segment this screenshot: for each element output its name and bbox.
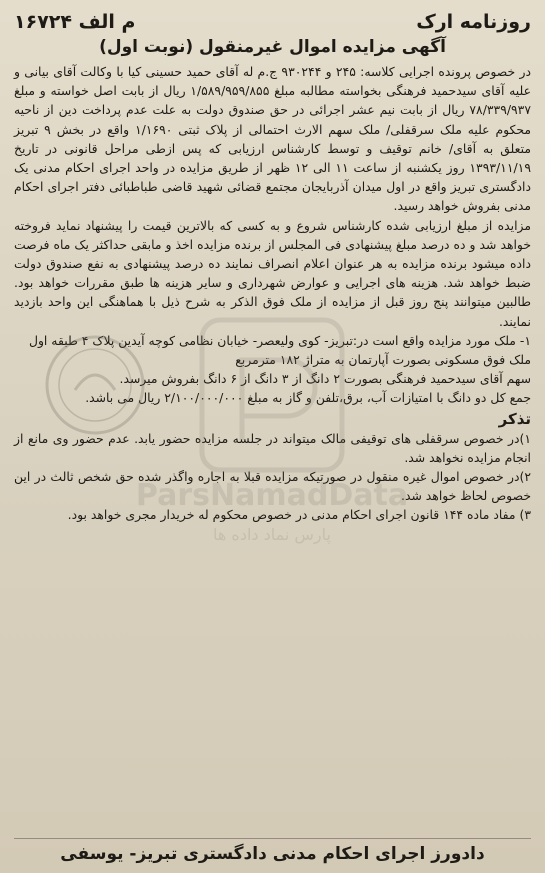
watermark-subtitle: پارس نماد داده ها: [213, 525, 331, 544]
notice-signature: دادورز اجرای احکام مدنی دادگستری تبریز- یوسفی: [14, 838, 531, 865]
note-item-3: ۳) مفاد ماده ۱۴۴ قانون اجرای احکام مدنی در خصوص محکوم له خریدار مجری خواهد بود.: [67, 507, 531, 523]
property-address: ۱- ملک مورد مزایده واقع است در:تبریز- کوی ولیعصر- خیابان نظامی کوچه آیدین پلاک ۴ طبقه اول: [28, 332, 531, 348]
newspaper-name: روزنامه ارک: [416, 11, 531, 33]
share-description: سهم آقای سیدحمید فرهنگی بصورت ۲ دانگ از ۳ دانگ از ۶ دانگ بفروش میرسد.: [119, 371, 531, 387]
total-valuation: جمع کل دو دانگ با امتیازات آب، برق،تلفن و گاز به مبلغ ۲/۱۰۰/۰۰۰/۰۰۰ ریال می باشد.: [85, 390, 531, 406]
watermark-brand: ParsNamadData: [135, 478, 409, 513]
note-item-1: ۱)در خصوص سرقفلی های توقیفی مالک میتواند در جلسه مزایده حضور یابد. عدم حضور وی مانع از انجام مزایده نخواهد شد.: [14, 430, 531, 465]
notice-body: [14, 62, 531, 525]
property-description: ملک فوق مسکونی بصورت آپارتمان به متراژ ۱۸۲ مترمربع: [235, 352, 531, 368]
notice-title: آگهی مزایده اموال غیرمنقول (نوبت اول): [99, 37, 446, 57]
notice-paragraph-terms: مزایده از مبلغ ارزیابی شده کارشناس شروع و به کسی که بالاترین قیمت را پیشنهاد نماید فروخته خواهد شد و ده درصد مبلغ پیشنهادی فی المجلس از برنده مزایده اخذ و مابقی حداکثر یک ماه فرصت داده میشود برنده مزایده به هر عنوان اعلام انصراف نمایند ده درصد پیشنهادی به نفع صندوق دولت ضبط خواهد شد. هزینه های اجرایی و عوارض شهرداری و سایر هزینه ها طبق مقررات خواهد بود. طالبین میتوانند پنج روز قبل از مزایده از ملک فوق الذکر به شرح ذیل با هماهنگی این واحد بازدید نمایند.: [14, 217, 531, 329]
masthead: [14, 10, 531, 34]
notice-paragraph-case: در خصوص پرونده اجرایی کلاسه: ۲۴۵ و ۹۳۰۲۴۴ ج.م له آقای حمید حسینی کیا با وکالت آقای بیانی و علیه آقای سیدحمید فرهنگی بخواسته مطالبه مبلغ ۱/۵۸۹/۹۵۹/۸۵۵ ریال از بابت اصل خواسته و مبلغ ۷۸/۳۳۹/۹۳۷ ریال از بابت نیم عشر اجرائی در حق صندوق دولت به علت عدم پرداخت دین از ناحیه محکوم علیه ملک سرقفلی/ ملک سهم الارث احتمالی از پلاک ثبتی ۱/۱۶۹۰ واقع در بخش ۹ تبریز متعلق به آقای/ خانم توقیف و توسط کارشناس ارزیابی که پس ازطی مراحل قانونی در تاریخ ۱۳۹۳/۱۱/۱۹ روز یکشنبه از ساعت ۱۱ الی ۱۲ ظهر از طریق مزایده در واحد اجرای احکام مدنی یک دادگستری تبریز واقع در اول میدان آذربایجان مجتمع قضائی شهید قاضی طباطبائی دفتر اجرای احکام مدنی بفروش خواهد رسید.: [14, 64, 531, 214]
notes-title: تذکر: [498, 409, 531, 428]
note-item-2: ۲)در خصوص اموال غیره منقول در صورتیکه مزایده قبلا به اجاره واگذر شده حق شخص ثالث در این خصوص لحاظ خواهد شد.: [14, 469, 531, 504]
ad-number: م الف ۱۶۷۲۴: [14, 11, 136, 33]
